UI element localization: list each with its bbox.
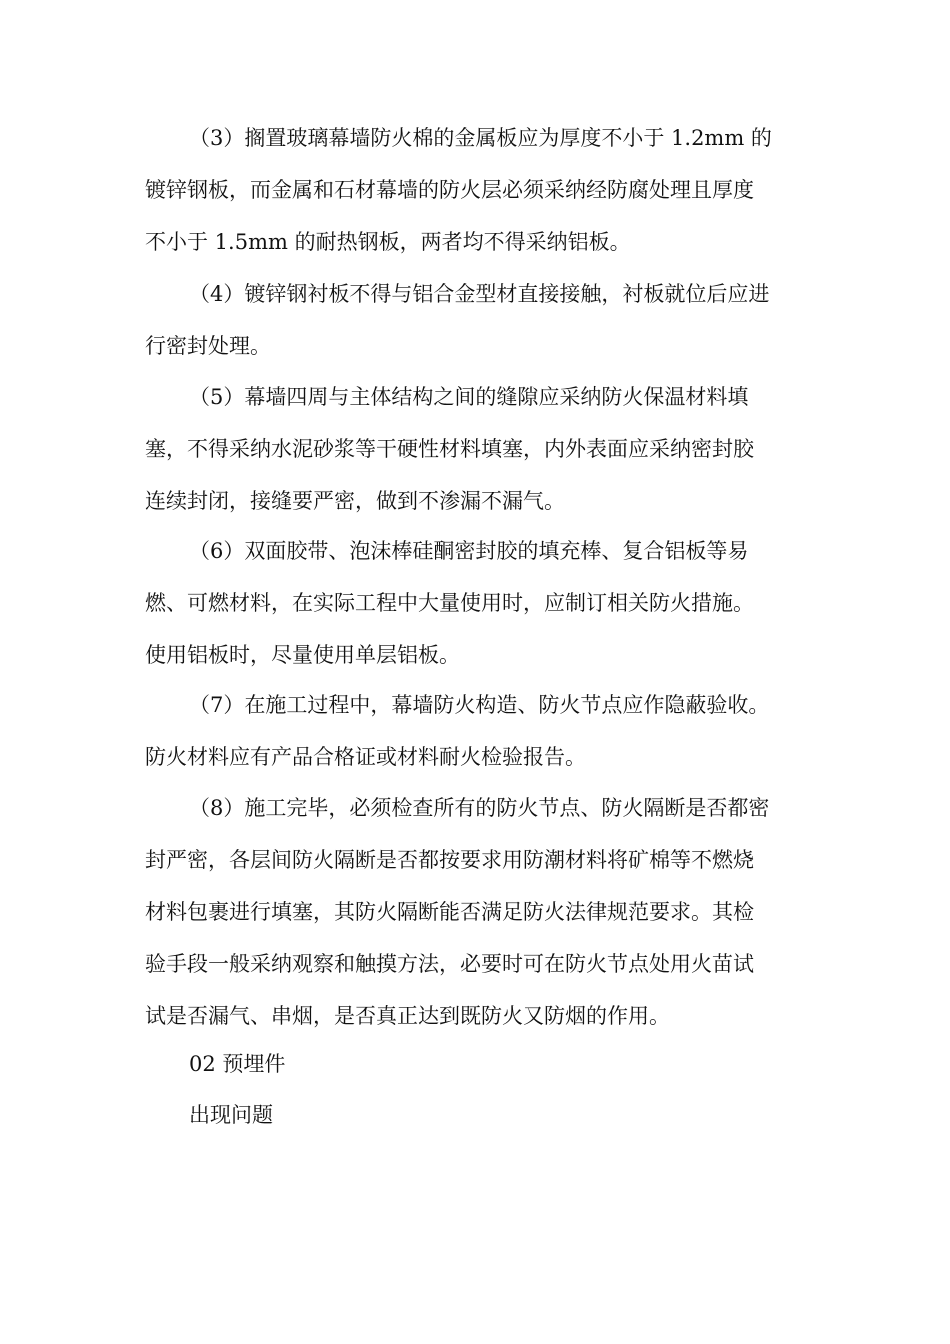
paragraph-5: [145, 371, 754, 527]
paragraph-3: [145, 112, 772, 268]
paragraph-line: 使用铝板时，尽量使用单层铝板。: [145, 643, 460, 667]
paragraph-8: [145, 782, 769, 1042]
paragraph-line: 塞，不得采纳水泥砂浆等干硬性材料填塞，内外表面应采纳密封胶: [145, 437, 754, 461]
subheading: 出现问题: [189, 1103, 273, 1127]
paragraph-line: 不小于 1.5mm 的耐热钢板，两者均不得采纳铝板。: [145, 230, 631, 254]
paragraph-line: （8）施工完毕，必须检查所有的防火节点、防火隔断是否都密: [189, 796, 770, 820]
paragraph-line: 试是否漏气、串烟，是否真正达到既防火又防烟的作用。: [145, 1004, 670, 1028]
paragraph-line: 验手段一般采纳观察和触摸方法，必要时可在防火节点处用火苗试: [145, 952, 754, 976]
paragraph-line: 材料包裹进行填塞，其防火隔断能否满足防火法律规范要求。其检: [145, 900, 754, 924]
paragraph-line: 连续封闭，接缝要严密，做到不渗漏不漏气。: [145, 489, 565, 513]
paragraph-line: 燃、可燃材料，在实际工程中大量使用时，应制订相关防火措施。: [145, 591, 754, 615]
paragraph-line: （4）镀锌钢衬板不得与铝合金型材直接接触，衬板就位后应进: [189, 282, 770, 306]
paragraph-line: （6）双面胶带、泡沫棒硅酮密封胶的填充棒、复合铝板等易: [189, 539, 749, 563]
paragraph-line: 防火材料应有产品合格证或材料耐火检验报告。: [145, 745, 586, 769]
paragraph-line: 镀锌钢板，而金属和石材幕墙的防火层必须采纳经防腐处理且厚度: [145, 178, 754, 202]
section-heading: 02 预埋件: [189, 1052, 286, 1076]
section-heading-block: [145, 1038, 285, 1090]
paragraph-7: [145, 679, 769, 783]
paragraph-4: [145, 268, 769, 372]
paragraph-6: [145, 525, 754, 681]
paragraph-line: （3）搁置玻璃幕墙防火棉的金属板应为厚度不小于 1.2mm 的: [189, 126, 772, 150]
paragraph-line: 封严密，各层间防火隔断是否都按要求用防潮材料将矿棉等不燃烧: [145, 848, 754, 872]
paragraph-line: （5）幕墙四周与主体结构之间的缝隙应采纳防火保温材料填: [189, 385, 749, 409]
paragraph-line: （7）在施工过程中，幕墙防火构造、防火节点应作隐蔽验收。: [189, 693, 770, 717]
subheading-block: [145, 1089, 273, 1141]
paragraph-line: 行密封处理。: [145, 334, 271, 358]
